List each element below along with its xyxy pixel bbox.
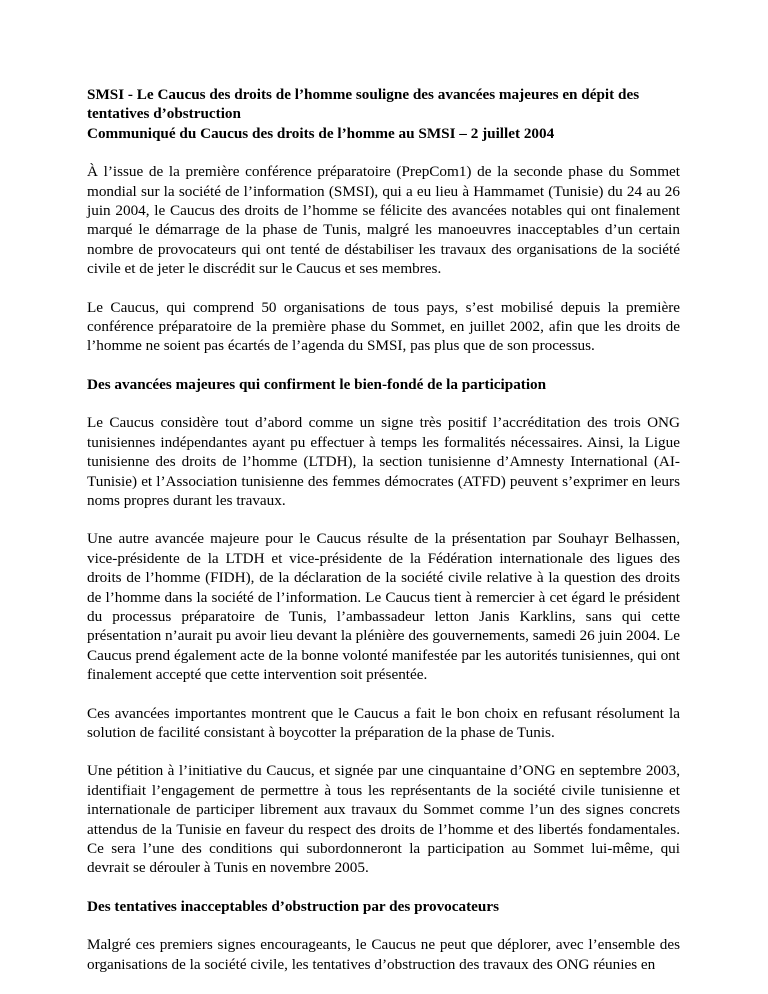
document-title: SMSI - Le Caucus des droits de l’homme souligne des avancées majeures en dépit des tentatives d’obstruction [87,86,640,123]
document-page [87,85,680,993]
document-title-block [87,85,680,143]
section-paragraph: Une pétition à l’initiative du Caucus, et signée par une cinquantaine d’ONG en septembre 2003, identifiait l’engagement de permettre à tous les représentants de la société civile tunisienne et internationale de participer librement aux travaux du Sommet comme l’un des signes concrets attendus de la Tunisie en faveur du respect des droits de l’homme et des libertés fondamentales. Ce sera l’une des conditions qui subordonneront la participation au Sommet lui-même, qui devrait se dérouler à Tunis en novembre 2005. [87,762,680,877]
section-paragraph: Ces avancées importantes montrent que le Caucus a fait le bon choix en refusant résolument la solution de facilité consistant à boycotter la préparation de la phase de Tunis. [87,704,680,741]
section-paragraph: Malgré ces premiers signes encourageants, le Caucus ne peut que déplorer, avec l’ensemble des organisations de la société civile, les tentatives d’obstruction des travaux des ONG réunies en [87,936,680,973]
section-paragraph: Une autre avancée majeure pour le Caucus résulte de la présentation par Souhayr Belhassen, vice-présidente de la LTDH et vice-présidente de la Fédération internationale des ligues des droits de l’homme (FIDH), de la déclaration de la société civile relative à la question des droits de l’homme dans la société de l’information. Le Caucus tient à remercier à cet égard le président du processus préparatoire de Tunis, l’ambassadeur letton Janis Karklins, sans qui cette présentation n’aurait pu avoir lieu devant la plénière des gouvernements, samedi 26 juin 2004. Le Caucus prend également acte de la bonne volonté manifestée par les autorités tunisiennes, qui ont finalement accepté que cette intervention soit présentée. [87,530,680,684]
section-heading: Des avancées majeures qui confirment le bien-fondé de la participation [87,375,547,393]
intro-paragraph: Le Caucus, qui comprend 50 organisations de tous pays, s’est mobilisé depuis la première conférence préparatoire de la première phase du Sommet, en juillet 2002, afin que les droits de l’homme ne soient pas écartés de l’agenda du SMSI, pas plus que de son processus. [87,298,680,355]
section-paragraph: Le Caucus considère tout d’abord comme un signe très positif l’accréditation des trois ONG tunisiennes indépendantes ayant pu effectuer à temps les formalités nécessaires. Ainsi, la Ligue tunisienne des droits de l’homme (LTDH), la section tunisienne d’Amnesty International (AI-Tunisie) et l’Association tunisienne des femmes démocrates (ATFD) peuvent s’exprimer en leurs noms propres durant les travaux. [87,414,680,509]
section-heading: Des tentatives inacceptables d’obstruction par des provocateurs [87,897,500,915]
intro-paragraph: À l’issue de la première conférence préparatoire (PrepCom1) de la seconde phase du Sommet mondial sur la société de l’information (SMSI), qui a eu lieu à Hammamet (Tunisie) du 24 au 26 juin 2004, le Caucus des droits de l’homme se félicite des avancées notables qui ont finalement marqué le démarrage de la phase de Tunis, malgré les manoeuvres inacceptables d’un certain nombre de provocateurs qui ont tenté de déstabiliser les travaux des organisations de la société civile et de jeter le discrédit sur le Caucus et ses membres. [87,163,680,278]
document-subtitle: Communiqué du Caucus des droits de l’homme au SMSI – 2 juillet 2004 [87,124,555,142]
